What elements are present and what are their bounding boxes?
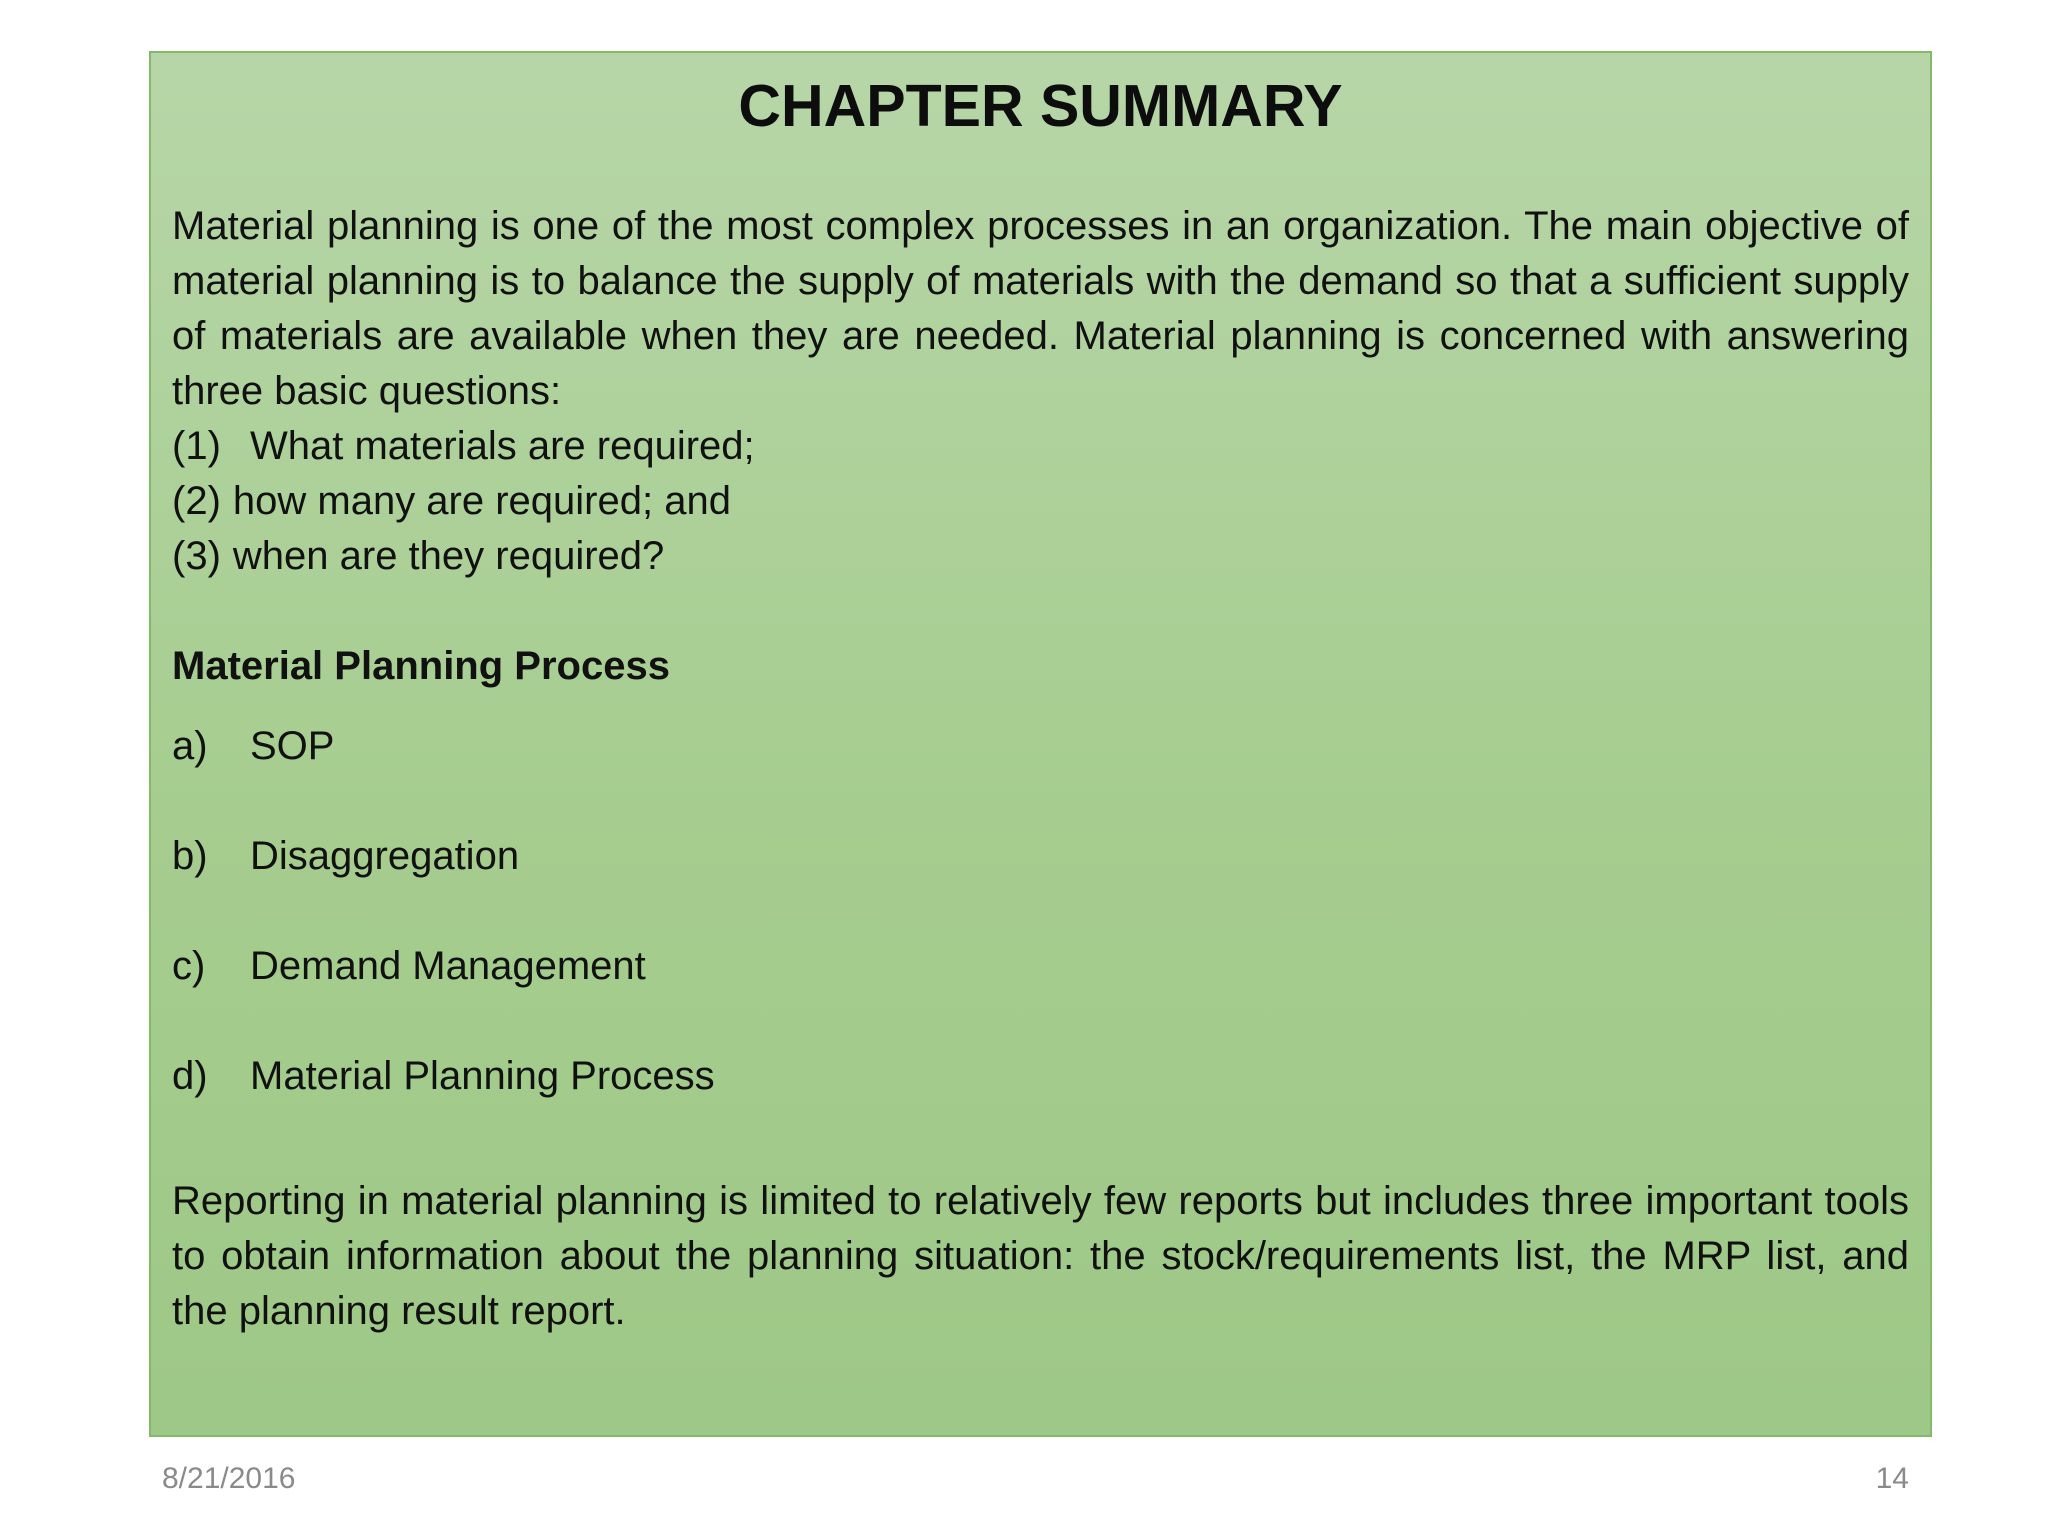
question-number: (1)	[172, 424, 221, 468]
summary-content	[172, 199, 1909, 1339]
process-step	[172, 829, 1909, 884]
page-number: 14	[1875, 1462, 1909, 1495]
intro-paragraph: Material planning is one of the most complex processes in an organization. The main objective of material planning is to balance the supply of materials with the demand so that a sufficient supply of materials are available when they are needed. Material planning is concerned with answering three basic questions:	[172, 204, 1909, 413]
question-item	[172, 529, 1909, 584]
process-step	[172, 1049, 1909, 1104]
questions-list	[172, 419, 1909, 584]
step-text: Demand Management	[250, 944, 646, 988]
step-letter: b)	[172, 834, 208, 878]
process-step	[172, 939, 1909, 994]
closing-paragraph: Reporting in material planning is limited to relatively few reports but includes three important tools to obtain information about the planning situation: the stock/requirements list, the MRP list, and the planning result report.	[172, 1179, 1909, 1333]
process-step	[172, 719, 1909, 774]
question-item	[172, 474, 1909, 529]
step-text: Material Planning Process	[250, 1054, 715, 1098]
section-heading: Material Planning Process	[172, 644, 670, 688]
process-steps-list	[172, 719, 1909, 1104]
question-number: (2)	[172, 479, 221, 523]
step-text: SOP	[250, 724, 335, 768]
step-letter: c)	[172, 944, 206, 988]
question-number: (3)	[172, 534, 221, 578]
step-text: Disaggregation	[250, 834, 520, 878]
footer-date: 8/21/2016	[162, 1462, 296, 1495]
summary-panel	[149, 51, 1932, 1437]
question-text: how many are required; and	[232, 479, 731, 523]
question-item	[172, 419, 1909, 474]
step-letter: d)	[172, 1054, 208, 1098]
step-letter: a)	[172, 724, 208, 768]
question-text: when are they required?	[232, 534, 665, 578]
question-text: What materials are required;	[250, 424, 755, 468]
slide-title: CHAPTER SUMMARY	[738, 73, 1343, 139]
